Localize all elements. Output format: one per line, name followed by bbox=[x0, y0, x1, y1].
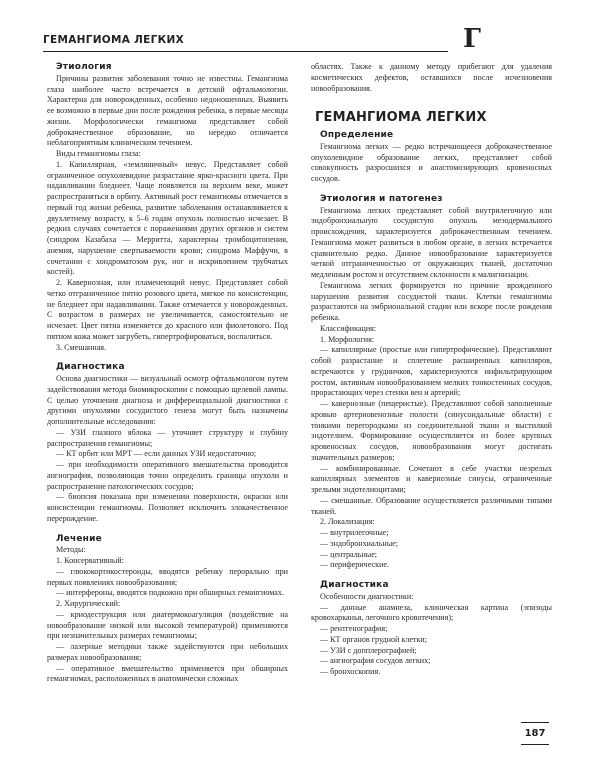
paragraph-continuation: областях. Также к данному методу прибегают для удаления косметических дефектов, оставшихся после исчезновения новообразования. bbox=[311, 62, 552, 93]
list-item: — интерфероны, вводятся подкожно при обширных гемангиомах. bbox=[56, 588, 284, 598]
left-column bbox=[47, 62, 288, 685]
paragraph: Классификация: bbox=[320, 323, 377, 333]
running-title: ГЕМАНГИОМА ЛЕГКИХ bbox=[43, 34, 185, 46]
list-item: — смешанные. Образование осуществляется различными типами тканей. bbox=[311, 495, 552, 516]
list-item: — биопсия показана при изменении поверхности, окраски или консистенции гемангиомы. Позволяет исключить злокачественное перерождение. bbox=[47, 492, 288, 523]
list-item: — УЗИ с допплерографией; bbox=[320, 645, 417, 655]
list-item: — центральные; bbox=[320, 549, 378, 559]
right-column bbox=[311, 62, 552, 678]
page-number: 187 bbox=[521, 722, 549, 745]
paragraph: 2. Хирургический: bbox=[56, 599, 121, 608]
running-head bbox=[43, 31, 448, 52]
paragraph: Виды гемангиомы глаза: bbox=[56, 149, 141, 158]
list-item: — эндобронхиальные; bbox=[320, 538, 399, 548]
paragraph: 1. Консервативный: bbox=[56, 556, 124, 565]
list-item: — КТ органов грудной клетки; bbox=[320, 634, 427, 644]
list-item: — глюкокортикостероиды, вводятся ребенку перорально при первых появлениях новообразования; bbox=[47, 566, 288, 587]
section-letter: Г bbox=[463, 24, 481, 54]
paragraph: 1. Капиллярная, «земляничный» невус. Представляет собой ограниченное опухолевидное разрастание ярко-красного цвета. При надавливании бледнеет. Чаще появляется на верхнем веке, может распространяться в орбиту. Активный рост гемангиомы отмечается в первый год жизни ребенка, развитие заболевания останавливается к двухлетнему возрасту, к 5–6 годам опухоль полностью исчезает. В редких случаях сочетается с поражениями других органов и систем (синдром Казабаха — Мерритта, характерны тромбоцитопения, анемия, нарушение свертываемости крови; синдрома Маффучи, в сочетании с хондроматозом рук, ног и искривлением трубчатых костей). bbox=[47, 159, 288, 277]
list-item: — данные анамнеза, клиническая картина (эпизоды кровохарканья, легочного кровотечения); bbox=[311, 602, 552, 623]
list-item: — периферические. bbox=[320, 560, 389, 570]
heading-etiology-pathogenesis: Этиология и патогенез bbox=[320, 193, 443, 204]
list-item: — кавернозные (пещеристые). Представляют собой заполненные кровью артериовенозные полости (синусоидальные области) с тонкими перегородками из соединительной ткани и выстилкой эндотелием. Формирование осуществляется из более крупных кровеносных сосудов, новообразования могут достигать значительных размеров; bbox=[311, 399, 552, 462]
list-item: — комбинированные. Сочетают в себе участки незрелых капиллярных элементов и кавернозные синусы, ограниченные зрелыми эндотелиоцитами; bbox=[311, 463, 552, 494]
list-item: — ангиография сосудов легких; bbox=[320, 656, 431, 666]
list-item: — криодеструкция или диатермокоагуляция (воздействие на новообразование низкой или высокой температурой) применяются при незначительных размерах гемангиомы; bbox=[47, 609, 288, 641]
paragraph: 1. Морфология: bbox=[320, 334, 375, 344]
list-item: — лазерные методики также задействуются при небольших размерах новообразования; bbox=[47, 642, 288, 662]
paragraph: Гемангиома легких представляет собой внутрилегочную или эндобронхиальную сосудистую опухоль мезодермального происхождения, характеризуется доброкачественным течением. Гемангиома может развиться в любом органе, в легких встречается сравнительно редко. Данное новообразование характеризуется четкой отграниченностью от окружающих тканей, достаточно медленным ростом и отсутствием склонности к малигнизации. bbox=[311, 205, 552, 279]
list-item: — бронхоскопия. bbox=[320, 667, 381, 676]
heading-treatment: Лечение bbox=[56, 533, 102, 544]
heading-diagnostics: Диагностика bbox=[320, 580, 389, 590]
heading-etiology: Этиология bbox=[56, 62, 112, 72]
heading-definition: Определение bbox=[320, 130, 394, 140]
article-title: ГЕМАНГИОМА ЛЕГКИХ bbox=[315, 110, 487, 126]
list-item: — капиллярные (простые или гипертрофические). Представляют собой разрастание и сплетение расширенных капилляров, встречаются у грудничков, характеризуются инфильтрирующим ростом, активным новообразованием мелких тонкостенных сосудов, прорастающих через стенки вен и артерий; bbox=[311, 345, 552, 398]
paragraph: Причины развития заболевания точно не известны. Гемангиома глаза наиболее часто встречается в детской офтальмологии. Характерна для новорожденных, особенно недоношенных. Выявить ее возможно в первые дни после рождения ребенка, в первые месяцы жизни. Морфологически гемангиома представляет собой доброкачественное образование, но нередко отличается неблагоприятным клиническим течением. bbox=[47, 73, 288, 148]
paragraph: Методы: bbox=[56, 545, 86, 555]
list-item: — при необходимости оперативного вмешательства проводится ангиография, позволяющая точно определить границы опухоли и распространение патологических сосудов; bbox=[47, 460, 288, 491]
heading-diagnostics: Диагностика bbox=[56, 362, 125, 373]
list-item: — оперативное вмешательство применяется при обширных гемангиомах, расположенных в анатомически сложных bbox=[47, 663, 288, 684]
paragraph: Гемангиома легких формируется по причине врожденного нарушения развития сосудистой ткани. Клетки гемангиомы разрастаются на эмбриональной стадии или вскоре после рождения ребенка. bbox=[311, 280, 552, 322]
list-item: — КТ орбит или МРТ — если данных УЗИ недостаточно; bbox=[56, 449, 257, 459]
list-item: — внутрилегочные; bbox=[320, 528, 389, 537]
paragraph: 2. Локализация: bbox=[320, 517, 375, 527]
paragraph: 3. Смешанная. bbox=[56, 342, 107, 352]
paragraph: Особенности диагностики: bbox=[320, 591, 414, 601]
list-item: — рентгенография; bbox=[320, 624, 388, 633]
paragraph: 2. Кавернозная, или пламенеющий невус. Представляет собой четко отграниченное пятно розового цвета, мягкое по консистенции, не бледнеет при надавливании. Также отмечается у новорожденных. С возрастом в размерах не увеличивается, самостоятельно не исчезает. Цвет пятна изменяется до красного или фиолетового. Под пятном кожа может загрубеть, гипертрофироваться, воспалиться. bbox=[47, 278, 288, 341]
paragraph: Основа диагностики — визуальный осмотр офтальмологом путем задействования метода биомикроскопии с помощью щелевой лампы. С целью уточнения диагноза и дифференциальной диагностики с другими опухолями сосудистого генеза могут быть назначены дополнительные исследования: bbox=[47, 374, 288, 426]
list-item: — УЗИ глазного яблока — уточняет структуру и глубину распространения гемангиомы; bbox=[47, 427, 288, 448]
paragraph: Гемангиома легких — редко встречающееся доброкачественное опухолевидное образование легких, представляет собой совокупность разросшихся и анастомозирующих кровеносных сосудов. bbox=[311, 141, 552, 183]
